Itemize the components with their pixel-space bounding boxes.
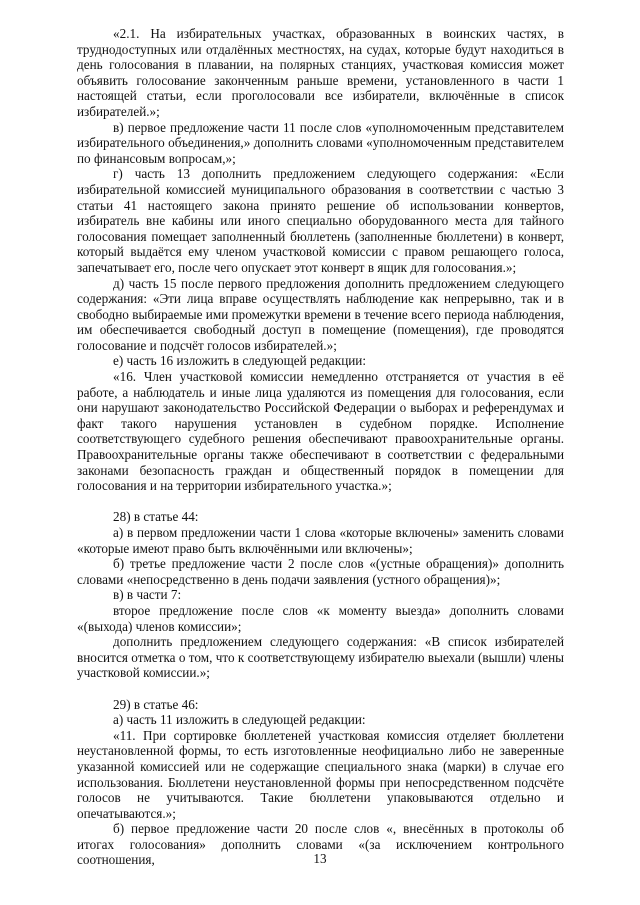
page-number: 13 — [313, 851, 327, 866]
paragraph-11: «11. При сортировке бюллетеней участковая комиссия отделяет бюллетени неустановленной формы, то есть изготовленные неофициально либо не заверенные указанной комиссией или не содержащие специального знака (марки) в случае его использования. Бюллетени неустановленной формы при непосредственном подсчёте голосов не учитываются. Такие бюллетени упаковываются отдельно и опечатываются.»; — [77, 727, 564, 821]
paragraph-28-v-1: второе предложение после слов «к моменту выезда» дополнить словами «(выхода) членов комиссии»; — [77, 602, 564, 634]
paragraph-29-b: б) первое предложение части 20 после слов «, внесённых в протоколы об итогах голосования» дополнить словами «(за исключением контрольного соотношения, — [77, 821, 564, 868]
paragraph-28-heading: 28) в статье 44: — [113, 509, 199, 525]
paragraph-16: «16. Член участковой комиссии немедленно отстраняется от участия в её работе, а наблюдатель и иные лица удаляются из помещения для голосования, если они нарушают законодательство Российской Федерации о выборах и референдумах и факт такого нарушения установлен в судебном порядке. Исполнение соответствующего судебного решения обеспечивают правоохранительные органы. Правоохранительные органы также обеспечивают в соответствии с федеральными законами безопасность граждан и общественный порядок в помещении для голосования и на территории избирательного участка.»; — [77, 369, 564, 494]
paragraph-28-b: б) третье предложение части 2 после слов «(устные обращения)» дополнить словами «непосредственно в день подачи заявления (устного обращения)»; — [77, 556, 564, 587]
paragraph-e: е) часть 16 изложить в следующей редакции: — [113, 353, 367, 369]
paragraph-28-v: в) в части 7: — [113, 587, 182, 603]
paragraph-29-heading: 29) в статье 46: — [113, 696, 199, 712]
document-body — [77, 26, 564, 868]
paragraph-28-v-2: дополнить предложением следующего содержания: «В список избирателей вносится отметка о том, что к соответствующему избирателю выехали (вышли) члены участковой комиссии.»; — [77, 634, 564, 681]
paragraph-29-a: а) часть 11 изложить в следующей редакции: — [113, 712, 366, 728]
paragraph-g: г) часть 13 дополнить предложением следующего содержания: «Если избирательной комиссией муниципального образования в соответствии с частью 3 статьи 41 настоящего закона принято решение об использовании конвертов, избиратель вне кабины или иного специально оборудованного места для тайного голосования помещает заполненный бюллетень (заполненные бюллетени) в конверт, который выдаётся ему членом участковой комиссии с правом решающего голоса, запечатывает его, после чего опускает этот конверт в ящик для голосования.»; — [77, 166, 564, 275]
paragraph-v: в) первое предложение части 11 после слов «уполномоченным представителем избирательного объединения,» дополнить словами «уполномоченным представителем по финансовым вопросам,»; — [77, 119, 564, 166]
paragraph-28-a: а) в первом предложении части 1 слова «которые включены» заменить словами «которые имеют право быть включёнными или включены»; — [77, 525, 564, 556]
paragraph-2-1: «2.1. На избирательных участках, образованных в воинских частях, в труднодоступных или отдалённых местностях, на судах, которые будут находиться в день голосования в плавании, на полярных станциях, участковая комиссия может объявить голосование законченным раньше времени, установленного в части 1 настоящей статьи, если проголосовали все избиратели, включённые в список избирателей.»; — [77, 26, 564, 119]
paragraph-d: д) часть 15 после первого предложения дополнить предложением следующего содержания: «Эти лица вправе осуществлять наблюдение как непрерывно, так и в свободно выбираемые ими промежутки времени в течение всего периода наблюдения, им обеспечивается свободный доступ в помещение (помещения), где проводятся голосование и подсчёт голосов избирателей.»; — [77, 275, 564, 353]
